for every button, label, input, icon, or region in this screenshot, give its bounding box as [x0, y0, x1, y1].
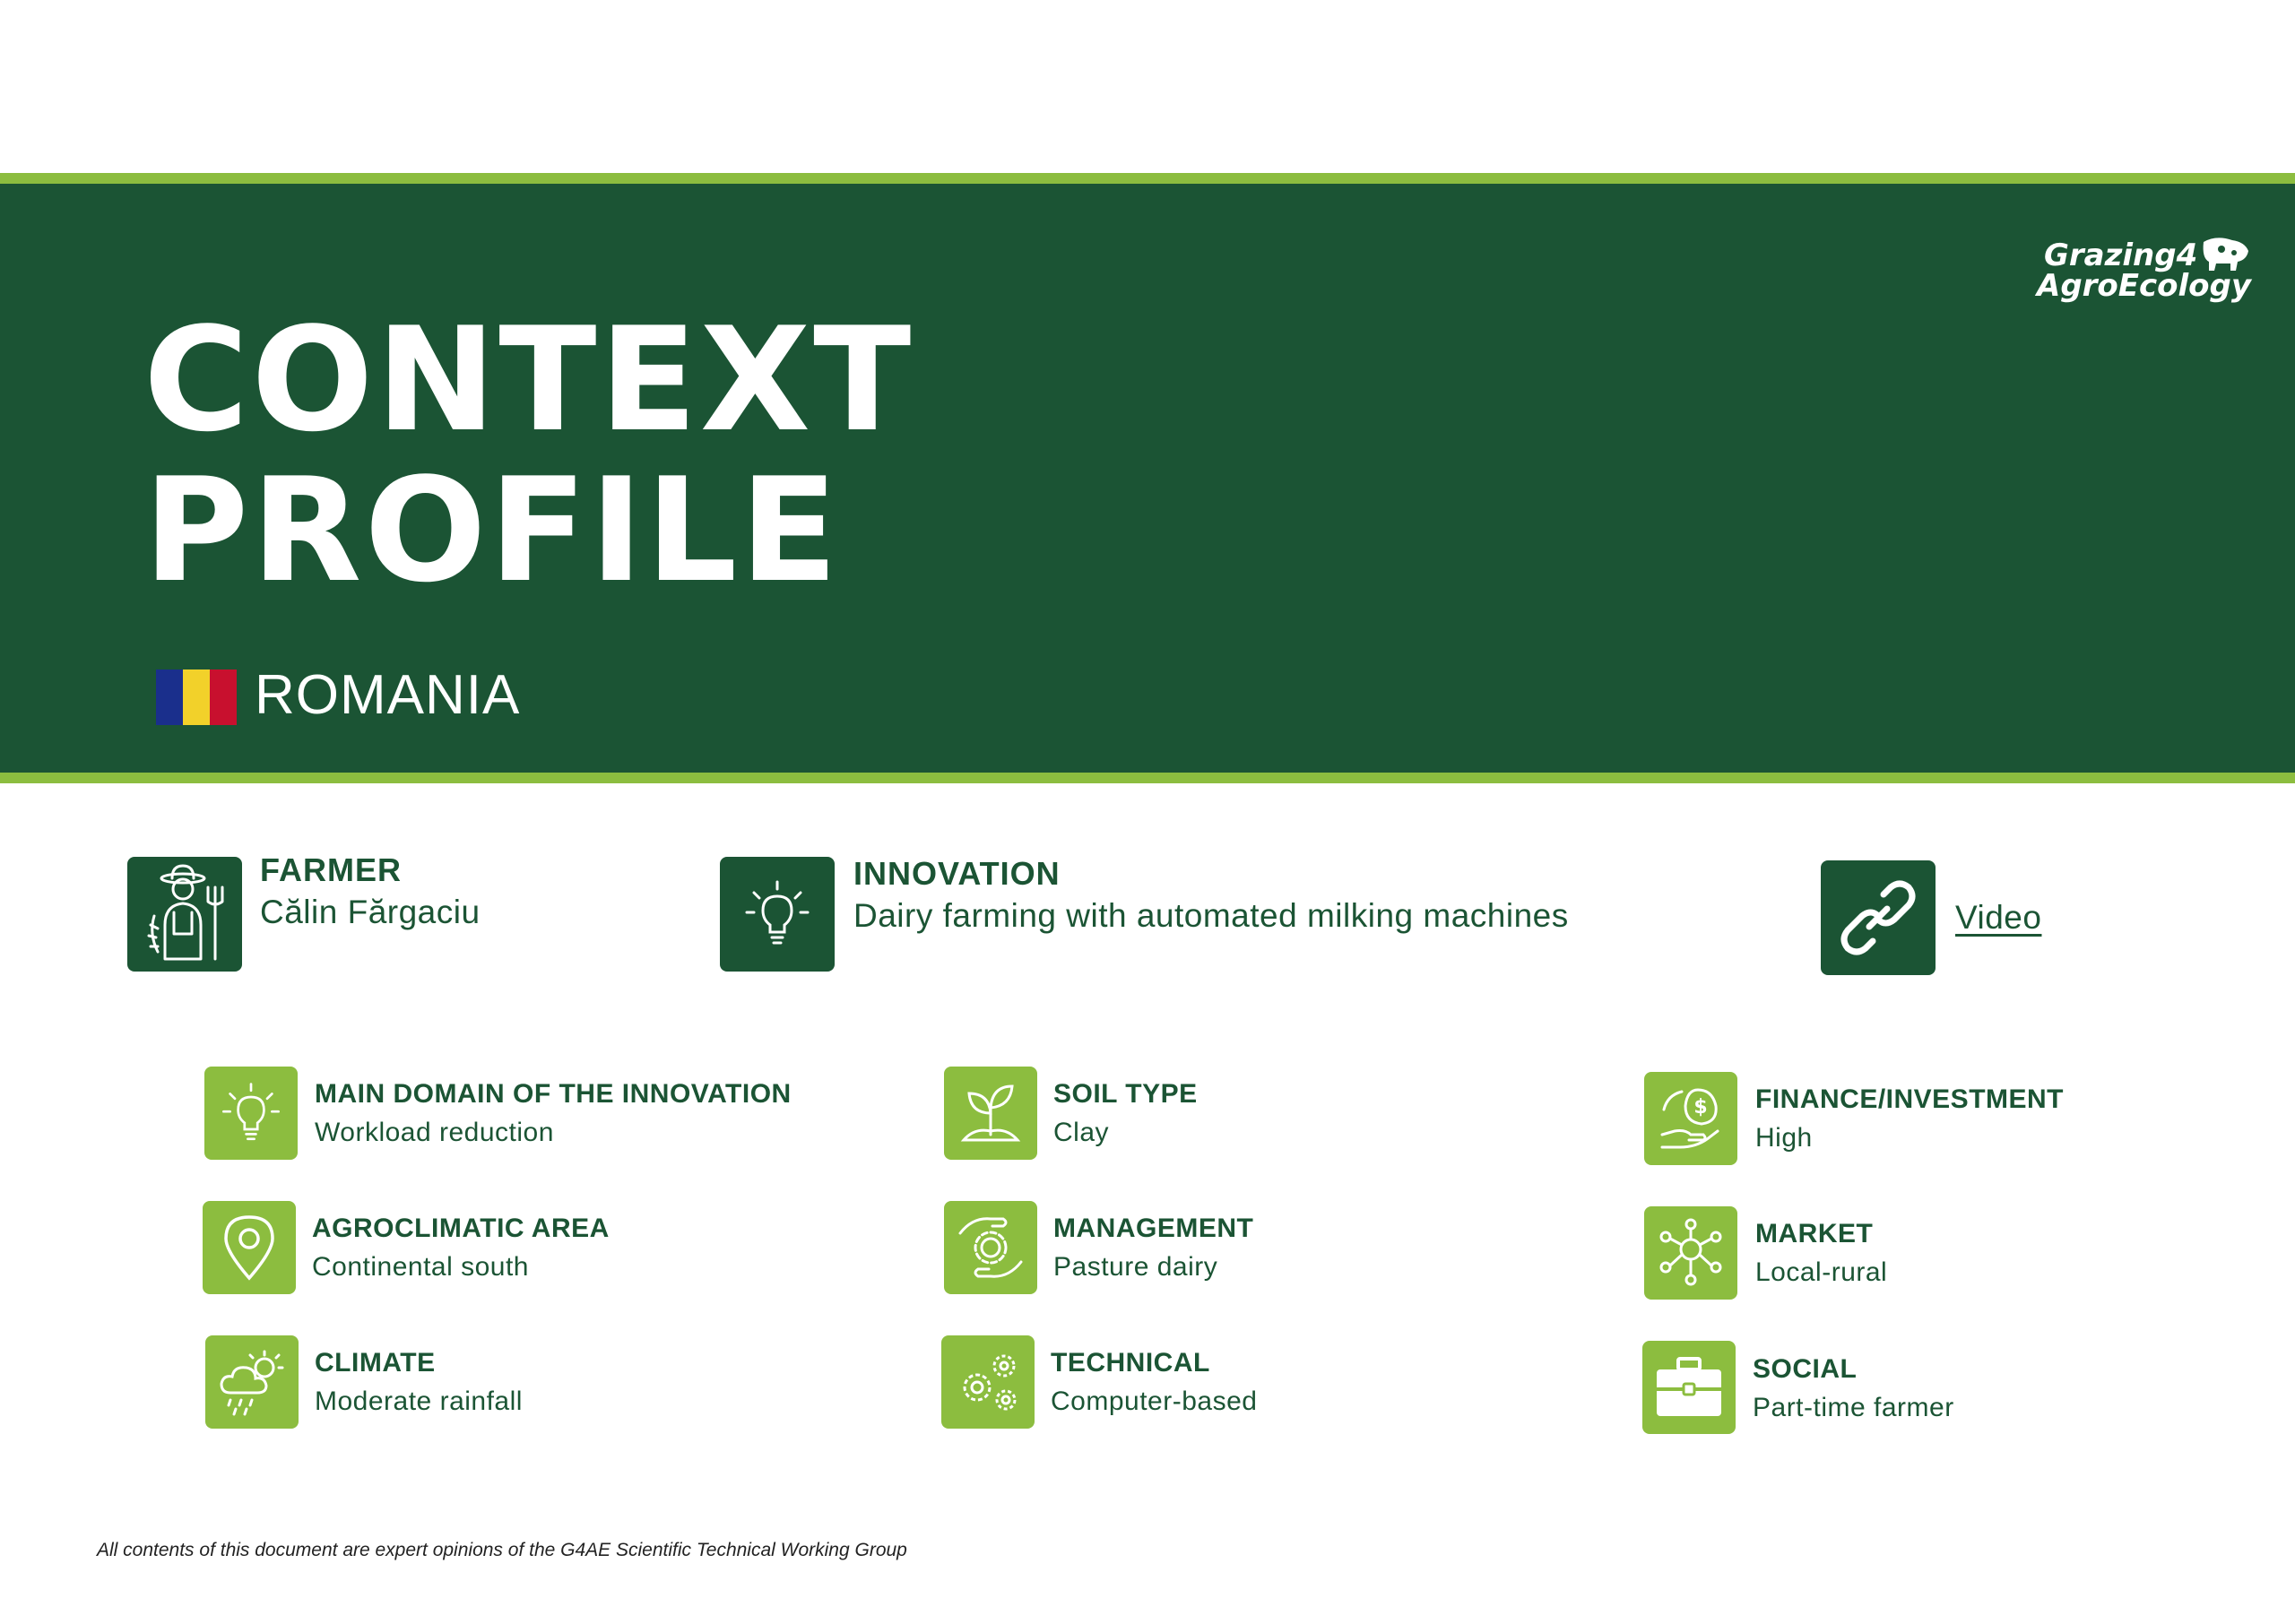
grazing4agroecology-logo [2033, 224, 2257, 310]
cow-icon [2177, 229, 2252, 276]
footer-disclaimer: All contents of this document are expert opinions of the G4AE Scientific Technical Working Group [97, 1540, 907, 1560]
farmer-tile [127, 857, 242, 972]
main-domain-label: MAIN DOMAIN OF THE INNOVATION [315, 1079, 792, 1109]
location-pin-icon [221, 1214, 278, 1282]
logo-line-2: AgroEcology [2037, 268, 2252, 304]
lightbulb-icon [741, 878, 813, 950]
finance-label: FINANCE/INVESTMENT [1755, 1084, 2065, 1114]
market-tile [1644, 1206, 1737, 1300]
social-tile [1642, 1341, 1736, 1434]
logo-line-1: Grazing4 [2044, 238, 2198, 273]
briefcase-icon [1653, 1355, 1725, 1420]
innovation-tile [720, 857, 835, 972]
soil-type-tile [944, 1067, 1037, 1160]
market-label: MARKET [1755, 1219, 1874, 1248]
main-domain-tile [204, 1067, 298, 1160]
finance-value: High [1755, 1123, 1813, 1153]
country-name: ROMANIA [255, 664, 521, 726]
climate-tile [205, 1335, 299, 1429]
agroclimatic-area-tile [203, 1201, 296, 1294]
title-line-2: PROFILE [143, 446, 841, 614]
hands-gear-icon [955, 1212, 1026, 1283]
soil-type-label: SOIL TYPE [1053, 1079, 1198, 1109]
page-title [143, 296, 914, 614]
video-link[interactable]: Video [1955, 899, 2042, 936]
innovation-value: Dairy farming with automated milking machines [853, 897, 1569, 934]
gears-icon [952, 1346, 1024, 1418]
main-domain-value: Workload reduction [315, 1118, 554, 1147]
lightbulb-icon [219, 1081, 283, 1145]
romania-flag-icon [156, 669, 237, 725]
management-tile [944, 1201, 1037, 1294]
finance-tile [1644, 1072, 1737, 1165]
farmer-label: FARMER [260, 851, 402, 888]
agroclimatic-area-label: AGROCLIMATIC AREA [312, 1214, 610, 1243]
link-icon[interactable] [1835, 875, 1921, 961]
management-value: Pasture dairy [1053, 1252, 1218, 1282]
innovation-label: INNOVATION [853, 855, 1061, 892]
climate-value: Moderate rainfall [315, 1386, 523, 1416]
social-label: SOCIAL [1753, 1354, 1858, 1384]
technical-tile [941, 1335, 1035, 1429]
social-value: Part-time farmer [1753, 1393, 1954, 1422]
agroclimatic-area-value: Continental south [312, 1252, 529, 1282]
money-hand-icon [1655, 1083, 1727, 1154]
management-label: MANAGEMENT [1053, 1214, 1254, 1243]
climate-label: CLIMATE [315, 1348, 436, 1378]
farmer-value: Călin Fărgaciu [260, 894, 481, 930]
svg-text:$: $ [1693, 1096, 1708, 1119]
technical-value: Computer-based [1051, 1386, 1258, 1416]
technical-label: TECHNICAL [1051, 1348, 1210, 1378]
farmer-icon [138, 862, 231, 966]
video-tile[interactable] [1821, 860, 1936, 975]
sprout-icon [955, 1077, 1026, 1149]
market-value: Local-rural [1755, 1257, 1888, 1287]
cloud-rain-icon [216, 1346, 288, 1418]
title-line-1: CONTEXT [143, 296, 914, 463]
soil-type-value: Clay [1053, 1118, 1110, 1147]
network-icon [1653, 1217, 1728, 1289]
